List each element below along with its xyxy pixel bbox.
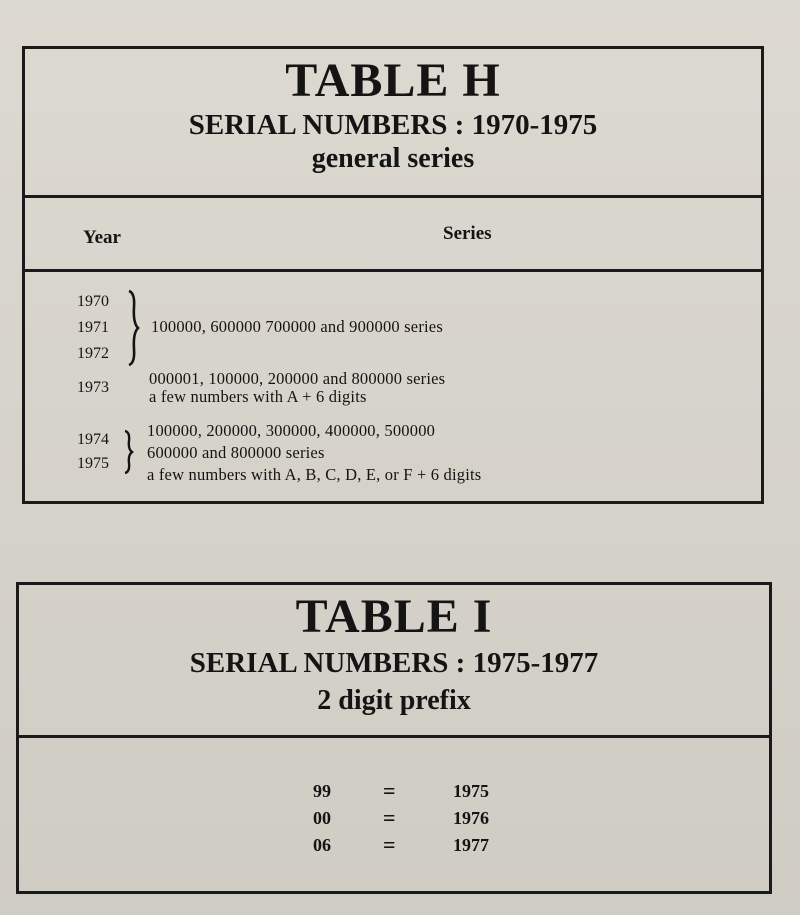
table-h-header-divider bbox=[25, 195, 761, 198]
brace-icon bbox=[123, 429, 135, 475]
series-line: 100000, 200000, 300000, 400000, 500000 bbox=[147, 421, 436, 440]
series-line: 100000, 600000 700000 and 900000 series bbox=[151, 317, 443, 336]
year-label: 1975 bbox=[77, 455, 109, 472]
prefix-value: 06 bbox=[313, 835, 331, 855]
equals-sign: = bbox=[383, 832, 396, 857]
table-h-caption: general series bbox=[311, 143, 475, 174]
table-h-column-divider bbox=[25, 269, 761, 272]
column-header-year: Year bbox=[83, 227, 121, 248]
table-h bbox=[22, 46, 764, 504]
year-label: 1970 bbox=[77, 293, 109, 310]
equals-sign: = bbox=[383, 805, 396, 830]
year-value: 1976 bbox=[453, 808, 489, 828]
table-i-subtitle: SERIAL NUMBERS : 1975-1977 bbox=[189, 647, 599, 679]
table-h-subtitle: SERIAL NUMBERS : 1970-1975 bbox=[188, 109, 598, 141]
prefix-value: 00 bbox=[313, 808, 331, 828]
table-i-title: TABLE I bbox=[295, 590, 493, 643]
column-header-series: Series bbox=[443, 223, 492, 244]
year-label: 1972 bbox=[77, 345, 109, 362]
series-line: 600000 and 800000 series bbox=[147, 443, 325, 462]
prefix-value: 99 bbox=[313, 781, 331, 801]
equals-sign: = bbox=[383, 778, 396, 803]
year-label: 1973 bbox=[77, 379, 109, 396]
year-label: 1971 bbox=[77, 319, 109, 336]
table-i-caption: 2 digit prefix bbox=[317, 685, 471, 716]
table-h-title: TABLE H bbox=[285, 54, 501, 107]
series-line: a few numbers with A + 6 digits bbox=[149, 387, 367, 406]
series-line: 000001, 100000, 200000 and 800000 series bbox=[149, 369, 446, 388]
year-value: 1977 bbox=[453, 835, 489, 855]
series-line: a few numbers with A, B, C, D, E, or F + 6 digits bbox=[147, 465, 482, 484]
year-label: 1974 bbox=[77, 431, 109, 448]
year-value: 1975 bbox=[453, 781, 489, 801]
table-i bbox=[16, 582, 772, 894]
brace-icon bbox=[125, 289, 141, 367]
table-i-divider bbox=[19, 735, 769, 738]
